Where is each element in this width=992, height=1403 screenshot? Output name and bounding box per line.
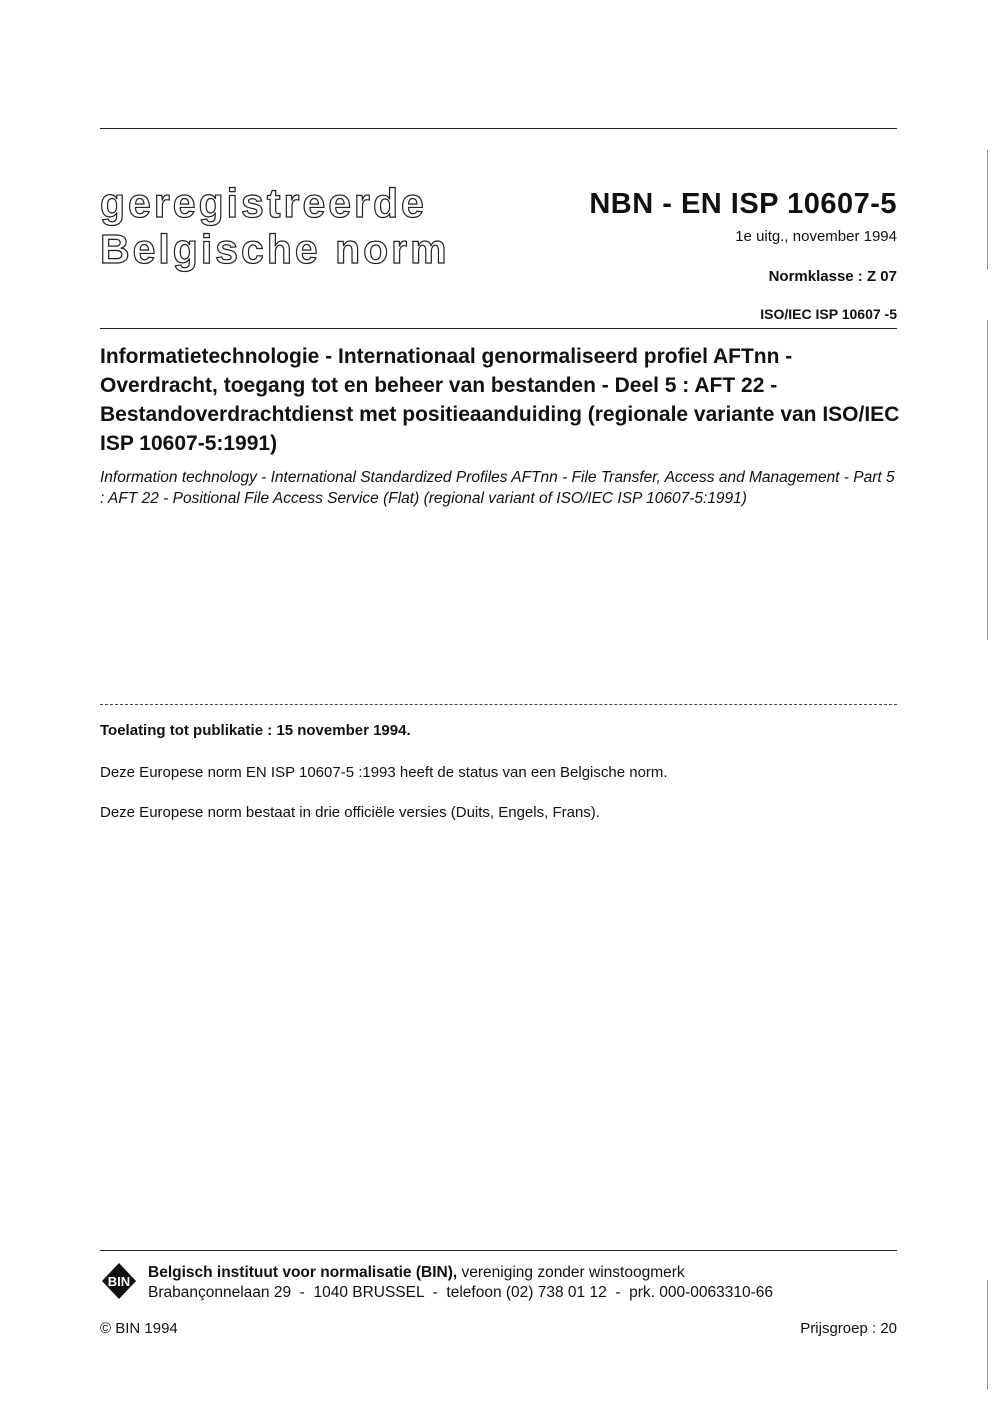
edition-date: 1e uitg., november 1994 [735,228,897,245]
footer-rule [100,1250,897,1251]
norm-class: Normklasse : Z 07 [768,268,897,285]
copyright: © BIN 1994 [100,1320,178,1337]
document-type-line2: Belgische norm [100,226,450,272]
iso-reference: ISO/IEC ISP 10607 -5 [760,306,897,322]
versions-statement: Deze Europese norm bestaat in drie officiële versies (Duits, Engels, Frans). [100,804,600,821]
approval-date: Toelating tot publikatie : 15 november 1994. [100,722,411,739]
institute-address: Brabançonnelaan 29 - 1040 BRUSSEL - telefoon (02) 738 01 12 - prk. 000-0063310-66 [148,1284,774,1301]
top-rule [100,128,897,129]
document-type-line1: geregistreerde [100,180,427,226]
bin-logo-text: BIN [107,1274,131,1289]
price-group: Prijsgroep : 20 [800,1320,897,1337]
document-type-heading [100,180,450,272]
standard-number: NBN - EN ISP 10607-5 [589,188,897,220]
bin-logo-icon [100,1262,138,1300]
english-title: Information technology - International Standardized Profiles AFTnn - File Transfer, Access and Management - Part 5 : AFT 22 - Positional File Access Service (Flat) (regional variant of ISO/IEC ISP 10607-5:1991) [100,469,895,507]
dutch-title: Informatietechnologie - Internationaal genormaliseerd profiel AFTnn - Overdracht, toegang tot en beheer van bestanden - Deel 5 : AFT 22 - Bestandoverdrachtdienst met positieaanduiding (regionale variante van ISO/IEC ISP 10607-5:1991) [100,345,900,455]
scan-edge-mark [987,1280,988,1390]
title-rule [100,328,897,329]
institute-name: Belgisch instituut voor normalisatie (BIN), [148,1264,458,1281]
institute-line [148,1264,685,1282]
status-statement: Deze Europese norm EN ISP 10607-5 :1993 heeft de status van een Belgische norm. [100,764,668,781]
scan-edge-mark [987,320,988,640]
scan-edge-mark [987,150,988,270]
section-rule [100,704,897,705]
institute-suffix: vereniging zonder winstoogmerk [457,1264,685,1281]
